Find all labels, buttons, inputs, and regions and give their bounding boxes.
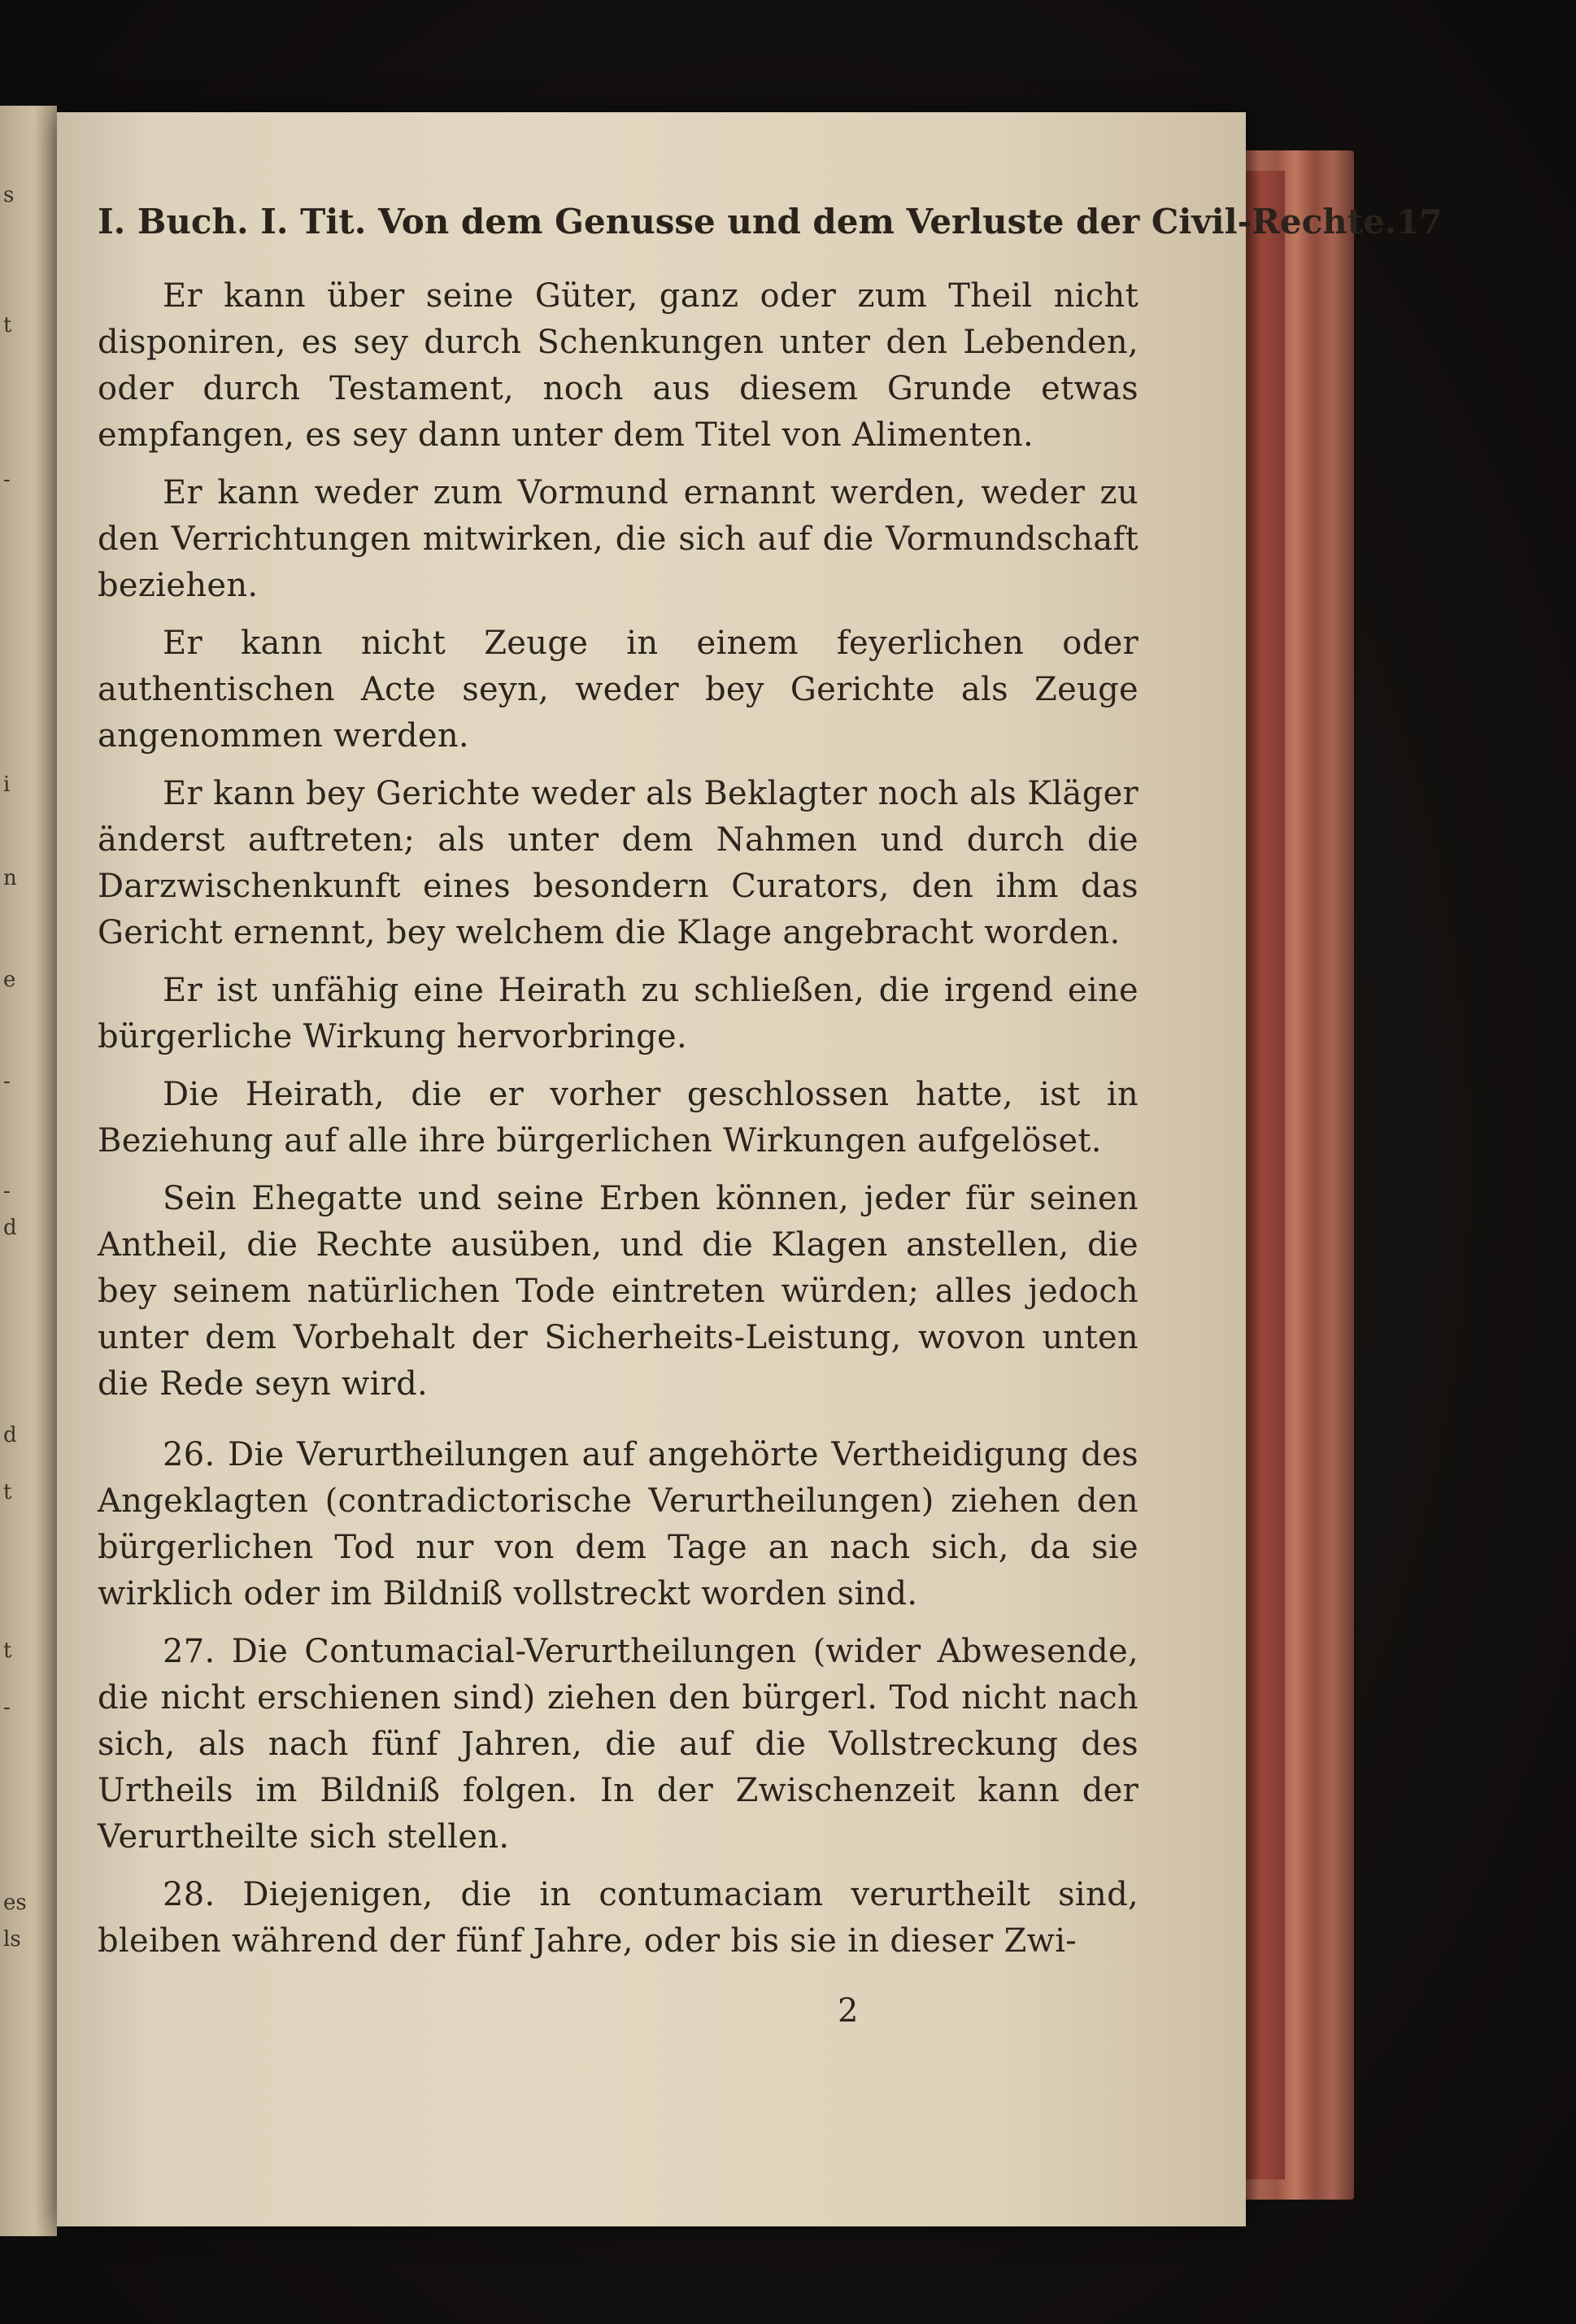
- previous-page-glyph: t: [3, 313, 12, 337]
- header-title: I. Buch. I. Tit. Von dem Genusse und dem Verluste der Civil-Rechte.: [98, 202, 1397, 242]
- numbered-article: 28. Diejenigen, die in contumaciam verurtheilt sind, bleiben während der fünf Jahre, oder bis sie in dieser Zwi-: [98, 1876, 1138, 1960]
- previous-page-glyph: i: [3, 772, 11, 797]
- signature-mark: 2: [838, 1992, 859, 2030]
- previous-page-edge: [0, 106, 57, 2236]
- book-page: [57, 112, 1443, 2226]
- paragraph: Er kann über seine Güter, ganz oder zum Theil nicht disponiren, es sey durch Schenkungen unter den Lebenden, oder durch Testament, noch aus diesem Grunde etwas empfangen, es sey dann unter dem Titel von Alimenten.: [98, 277, 1138, 454]
- previous-page-glyph: t: [3, 1639, 12, 1663]
- page-number: 17: [1396, 203, 1443, 242]
- previous-page-glyph: t: [3, 1480, 12, 1504]
- previous-page-glyph: s: [3, 183, 15, 207]
- paragraph: Er kann nicht Zeuge in einem feyerlichen oder authentischen Acte seyn, weder bey Gerichte als Zeuge angenommen werden.: [98, 625, 1138, 755]
- book-red-edge: [1244, 171, 1285, 2179]
- paragraph: Sein Ehegatte und seine Erben können, jeder für seinen Antheil, die Rechte ausüben, und die Klagen anstellen, die bey seinem natürlichen Tode eintreten würden; alles jedoch unter dem Vorbehalt der Sicherheits-Leistung, wovon unten die Rede seyn wird.: [98, 1180, 1138, 1403]
- paragraph: Er kann bey Gerichte weder als Beklagter noch als Kläger änderst auftreten; als unter dem Nahmen und durch die Darzwischenkunft eines besondern Curators, den ihm das Gericht ernennt, bey welchem die Klage angebracht worden.: [98, 775, 1138, 951]
- page-content: [98, 202, 1443, 1976]
- numbered-article: 26. Die Verurtheilungen auf angehörte Vertheidigung des Angeklagten (contradictorische Verurtheilungen) ziehen den bürgerlichen Tod nur von dem Tage an nach sich, da sie wirklich oder im Bildniß vollstreckt worden sind.: [98, 1436, 1138, 1612]
- page-body: [98, 273, 1138, 1965]
- running-header: [98, 202, 1443, 255]
- previous-page-glyph: e: [3, 968, 16, 992]
- previous-page-glyph: -: [3, 468, 11, 492]
- numbered-article: 27. Die Contumacial-Verurtheilungen (wider Abwesende, die nicht erschienen sind) ziehen den bürgerl. Tod nicht nach sich, als nach fünf Jahren, die auf die Vollstreckung des Urtheils im Bildniß folgen. In der Zwischenzeit kann der Verurtheilte sich stellen.: [98, 1633, 1138, 1856]
- previous-page-glyph: -: [3, 1179, 11, 1203]
- paragraph: Er ist unfähig eine Heirath zu schließen, die irgend eine bürgerliche Wirkung hervorbringe.: [98, 972, 1138, 1055]
- previous-page-glyph: -: [3, 1069, 11, 1094]
- previous-page-glyph: ls: [3, 1927, 21, 1952]
- paragraph: Die Heirath, die er vorher geschlossen hatte, ist in Beziehung auf alle ihre bürgerlichen Wirkungen aufgelöset.: [98, 1076, 1138, 1160]
- previous-page-glyph: -: [3, 1695, 11, 1720]
- previous-page-glyph: d: [3, 1216, 17, 1240]
- previous-page-glyph: es: [3, 1891, 27, 1915]
- previous-page-glyph: n: [3, 866, 17, 890]
- paragraph: Er kann weder zum Vormund ernannt werden, weder zu den Verrichtungen mitwirken, die sich auf die Vormundschaft beziehen.: [98, 474, 1138, 604]
- previous-page-glyph: d: [3, 1423, 17, 1447]
